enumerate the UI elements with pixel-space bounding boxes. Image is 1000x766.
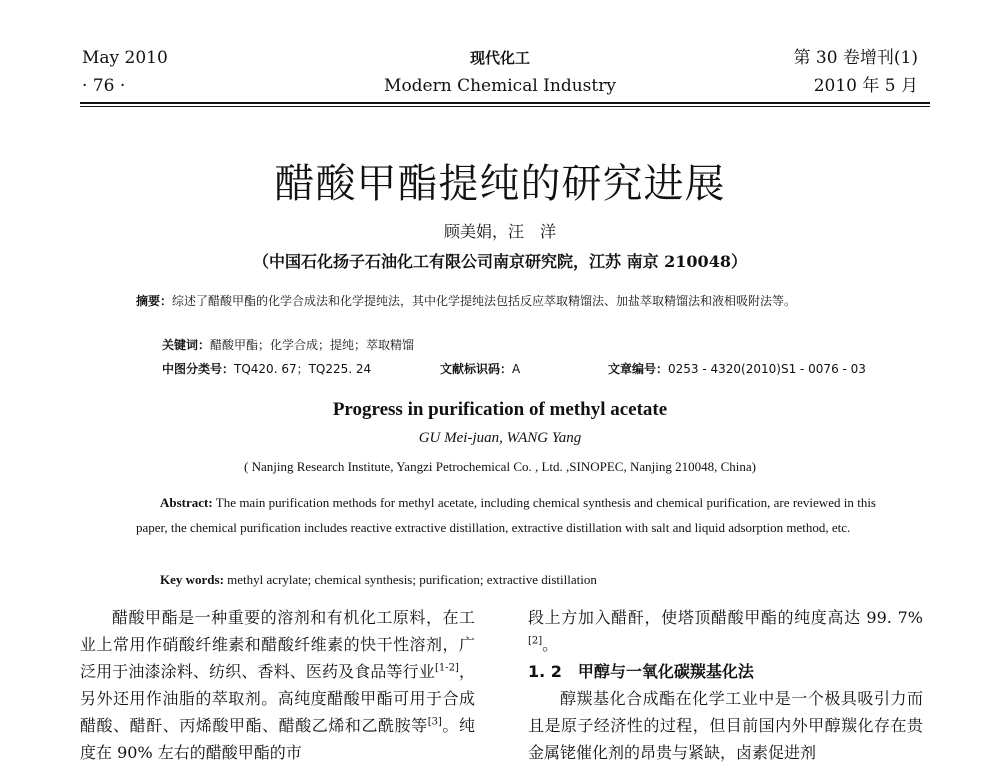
body-paragraph bbox=[528, 604, 923, 658]
body-column-right bbox=[528, 604, 923, 766]
keywords-cn-text: 醋酸甲酯；化学合成；提纯；萃取精馏 bbox=[210, 338, 415, 352]
body-text: 段上方加入醋酐，使塔顶醋酸甲酯的纯度高达 99. 7% bbox=[528, 608, 923, 627]
section-heading: 1. 2 甲醇与一氧化碳羰基化法 bbox=[528, 662, 754, 681]
paper-affiliation: （中国石化扬子石油化工有限公司南京研究院，江苏 南京 210048） bbox=[253, 252, 747, 271]
article-number-label: 文章编号： bbox=[608, 362, 669, 376]
header-rule-thin bbox=[80, 106, 930, 107]
abstract-cn bbox=[136, 292, 876, 311]
keywords-cn-label: 关键词： bbox=[162, 338, 211, 352]
body-paragraph: 醇羰基化合成酯在化学工业中是一个极具吸引力而且是原子经济性的过程，但目前国内外甲醇羰化存在贵金属铑催化剂的昂贵与紧缺，卤素促进剂 bbox=[528, 689, 923, 762]
paper-title-en: Progress in purification of methyl acetate bbox=[332, 399, 668, 420]
header-issue-date: 2010 年 5 月 bbox=[813, 76, 918, 96]
body-paragraph bbox=[80, 604, 475, 766]
header-rule-thick bbox=[80, 102, 930, 104]
keywords-en-text: methyl acrylate; chemical synthesis; purification; extractive distillation bbox=[223, 572, 597, 587]
header-journal-cn: 现代化工 bbox=[469, 49, 530, 67]
classification-number bbox=[162, 360, 371, 378]
classification-label: 中图分类号： bbox=[162, 362, 235, 376]
keywords-en-label: Key words: bbox=[160, 572, 224, 587]
paper-affiliation-en: ( Nanjing Research Institute, Yangzi Petrochemical Co. , Ltd. ,SINOPEC, Nanjing 210048, China) bbox=[244, 459, 756, 474]
header-journal-date: May 2010 bbox=[82, 48, 168, 68]
classification-text: TQ420. 67；TQ225. 24 bbox=[234, 362, 372, 376]
citation: [1-2] bbox=[434, 662, 459, 674]
body-text: 。 bbox=[542, 635, 559, 654]
document-code-label: 文献标识码： bbox=[440, 362, 513, 376]
keywords-cn bbox=[162, 336, 414, 354]
body-text: ，另外还用作油脂的萃取剂。高纯度醋酸甲酯可用于合成醋酸、醋酐、丙烯酸甲酯、醋酸乙烯和乙酰胺等 bbox=[80, 662, 475, 735]
abstract-en bbox=[136, 490, 876, 540]
paper-authors: 顾美娟，汪 洋 bbox=[443, 222, 556, 241]
header-volume: 第 30 卷增刊(1) bbox=[793, 48, 918, 68]
abstract-cn-text: 综述了醋酸甲酯的化学合成法和化学提纯法，其中化学提纯法包括反应萃取精馏法、加盐萃取精馏法和液相吸附法等。 bbox=[172, 294, 797, 308]
body-column-left bbox=[80, 604, 475, 766]
paper-title: 醋酸甲酯提纯的研究进展 bbox=[274, 161, 726, 207]
abstract-en-label: Abstract: bbox=[160, 495, 213, 510]
abstract-cn-label: 摘要： bbox=[136, 294, 173, 308]
article-number bbox=[608, 360, 866, 378]
document-code bbox=[440, 360, 520, 378]
body-text: 醋酸甲酯是一种重要的溶剂和有机化工原料，在工业上常用作硝酸纤维素和醋酸纤维素的快干性溶剂，广泛用于油漆涂料、纺织、香料、医药及食品等行业 bbox=[80, 608, 475, 681]
abstract-en-text: The main purification methods for methyl acetate, including chemical synthesis and chemical purification, are reviewed in this paper, the chemical purification includes reactive extractive distillation, extractive distillation with salt and liquid adsorption method, etc. bbox=[136, 495, 876, 535]
citation: [3] bbox=[427, 716, 442, 728]
body-text: 。纯度在 90% 左右的醋酸甲酯的市 bbox=[80, 716, 475, 762]
citation: [2] bbox=[528, 635, 543, 647]
keywords-en bbox=[160, 570, 880, 590]
header-page-number: · 76 · bbox=[82, 76, 126, 96]
paper-authors-en: GU Mei-juan, WANG Yang bbox=[418, 430, 582, 446]
article-number-text: 0253 - 4320(2010)S1 - 0076 - 03 bbox=[668, 362, 866, 376]
header-journal-en: Modern Chemical Industry bbox=[384, 76, 616, 96]
document-code-text: A bbox=[512, 362, 521, 376]
